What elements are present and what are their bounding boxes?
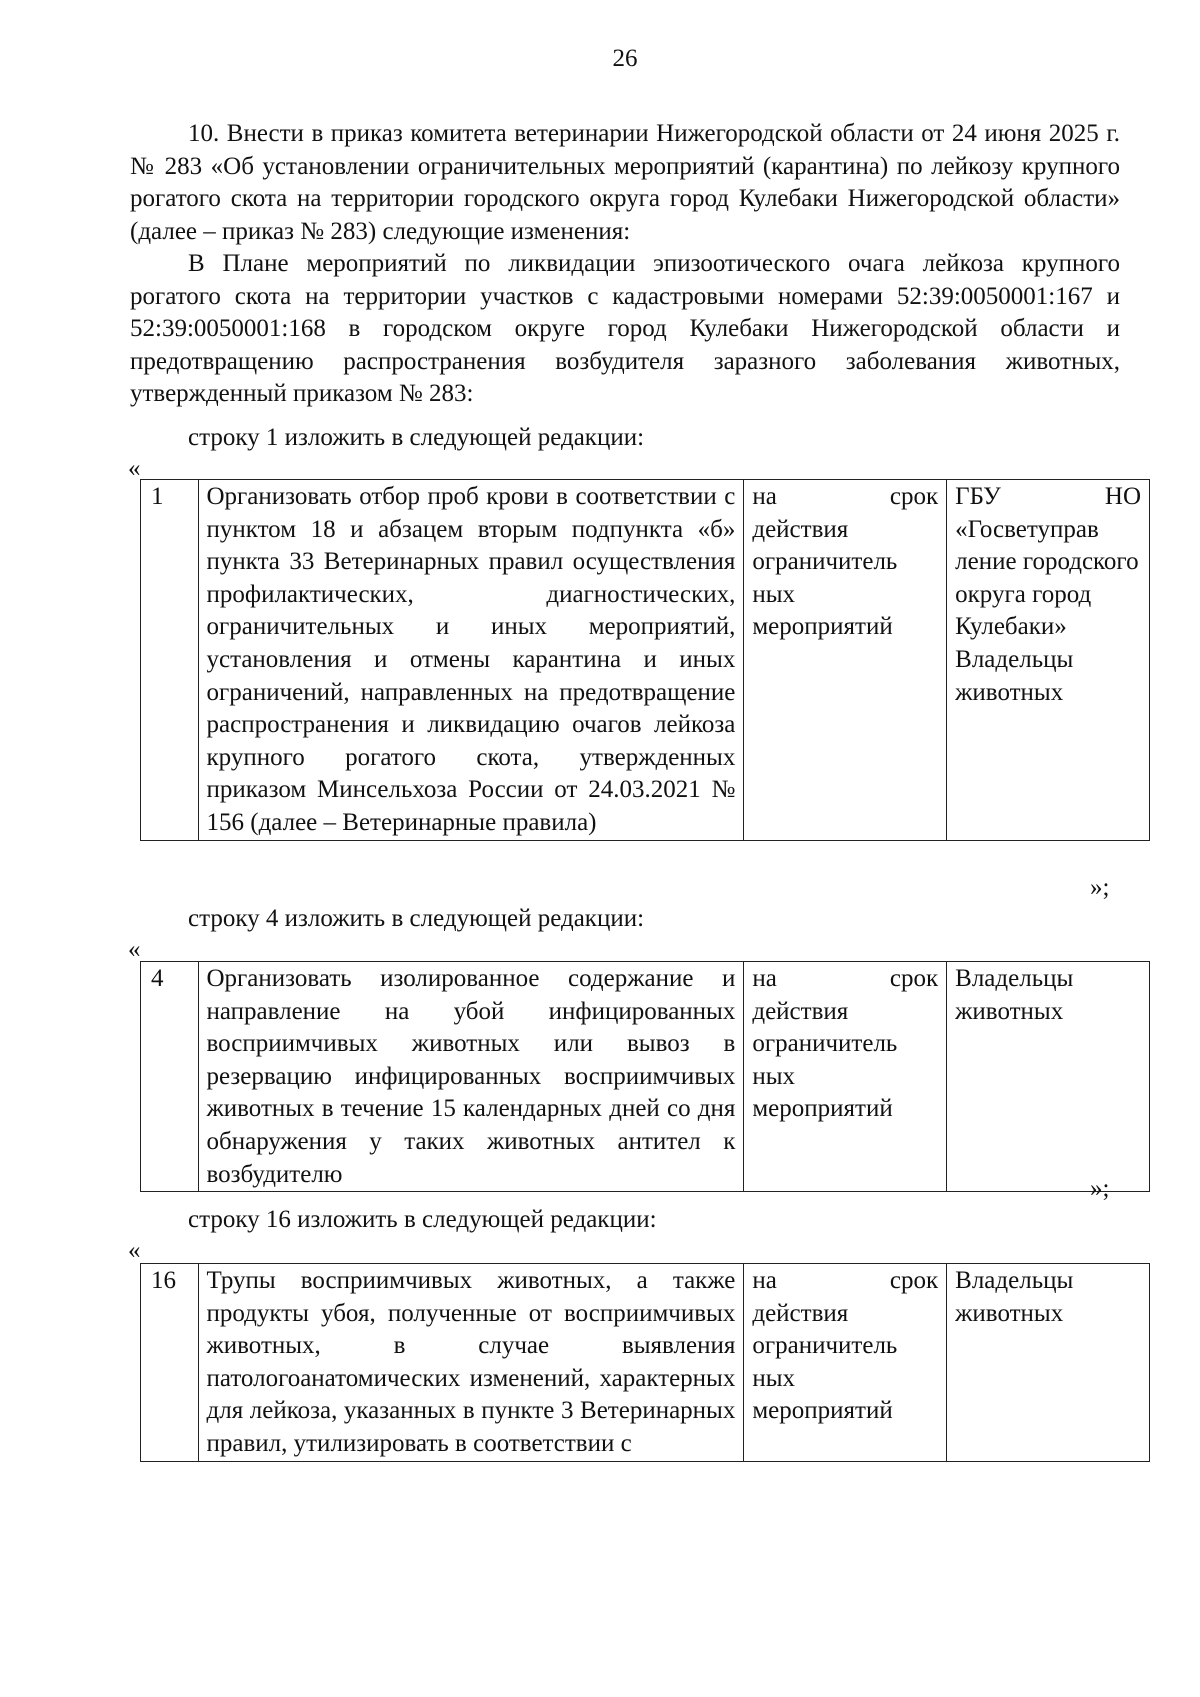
table-row — [141, 480, 1150, 841]
action-cell: Организовать изолированное содержание и направление на убой инфицированных восприимчивых животных или вывоз в резервацию инфицированных восприимчивых животных в течение 15 календарных дней со дня обнаружения у таких животных антител к возбудителю — [198, 962, 744, 1192]
term-rest: действия ограничитель ных мероприятий — [752, 515, 898, 641]
instruction-row-16: строку 16 изложить в следующей редакции: — [188, 1206, 657, 1233]
term-cell — [744, 1264, 947, 1462]
term-rest: действия ограничитель ных мероприятий — [752, 1299, 898, 1425]
responsible-cell — [947, 1264, 1150, 1462]
resp-word-1: Владельцы — [955, 1267, 1074, 1294]
table-row — [141, 1264, 1150, 1462]
responsible-cell — [947, 962, 1150, 1192]
term-word-1: на — [752, 1267, 777, 1294]
quote-open: « — [128, 1237, 141, 1264]
intro-text — [130, 118, 1120, 411]
resp-word-1: Владельцы — [955, 965, 1074, 992]
resp-rest: животных — [955, 1299, 1064, 1327]
term-rest: действия ограничитель ных мероприятий — [752, 997, 898, 1123]
resp-word-2: НО — [1104, 483, 1141, 510]
term-cell — [744, 962, 947, 1192]
amendment-table-row-16 — [140, 1263, 1150, 1462]
table-row — [141, 962, 1150, 1192]
instruction-row-1: строку 1 изложить в следующей редакции: — [188, 424, 645, 451]
quote-close: »; — [1090, 1175, 1110, 1202]
quote-open: « — [128, 455, 141, 482]
term-word-2: срок — [889, 965, 939, 992]
paragraph-plan: В Плане мероприятий по ликвидации эпизоотического очага лейкоза крупного рогатого скота на территории участков с кадастровыми номерами 52:39:0050001:167 и 52:39:0050001:168 в городском округе город Кулебаки Нижегородской области и предотвращению распространения возбудителя заразного заболевания животных, утвержденный приказом № 283: — [130, 250, 1120, 407]
term-word-1: на — [752, 483, 777, 510]
row-number: 1 — [141, 480, 199, 841]
action-cell: Трупы восприимчивых животных, а также продукты убоя, полученные от восприимчивых животных, в случае выявления патологоанатомических изменений, характерных для лейкоза, указанных в пункте 3 Ветеринарных правил, утилизировать в соответствии с — [198, 1264, 744, 1462]
paragraph-item-10: 10. Внести в приказ комитета ветеринарии Нижегородской области от 24 июня 2025 г. № 283 «Об установлении ограничительных мероприятий (карантина) по лейкозу крупного рогатого скота на территории городского округа город Кулебаки Нижегородской области» (далее – приказ № 283) следующие изменения: — [130, 120, 1120, 245]
resp-word-1: ГБУ — [955, 483, 1001, 510]
resp-rest: животных — [955, 997, 1064, 1025]
responsible-cell — [947, 480, 1150, 841]
term-cell — [744, 480, 947, 841]
action-cell: Организовать отбор проб крови в соответствии с пунктом 18 и абзацем вторым подпункта «б» пункта 33 Ветеринарных правил осуществления профилактических, диагностических, ограничительных и иных мероприятий, установления и отмены карантина и иных ограничений, направленных на предотвращение распространения и ликвидацию очагов лейкоза крупного рогатого скота, утвержденных приказом Минсельхоза России от 24.03.2021 № 156 (далее – Ветеринарные правила) — [198, 480, 744, 841]
amendment-table-row-1 — [140, 479, 1150, 841]
instruction-row-4: строку 4 изложить в следующей редакции: — [188, 905, 645, 932]
row-number: 4 — [141, 962, 199, 1192]
term-word-1: на — [752, 965, 777, 992]
term-word-2: срок — [889, 1267, 939, 1294]
page-number: 26 — [612, 45, 638, 72]
resp-rest: «Госветуправ ление городского округа город Кулебаки» Владельцы животных — [955, 515, 1139, 706]
term-word-2: срок — [889, 483, 939, 510]
row-number: 16 — [141, 1264, 199, 1462]
amendment-table-row-4 — [140, 961, 1150, 1192]
quote-open: « — [128, 936, 141, 963]
quote-close: »; — [1090, 874, 1110, 901]
